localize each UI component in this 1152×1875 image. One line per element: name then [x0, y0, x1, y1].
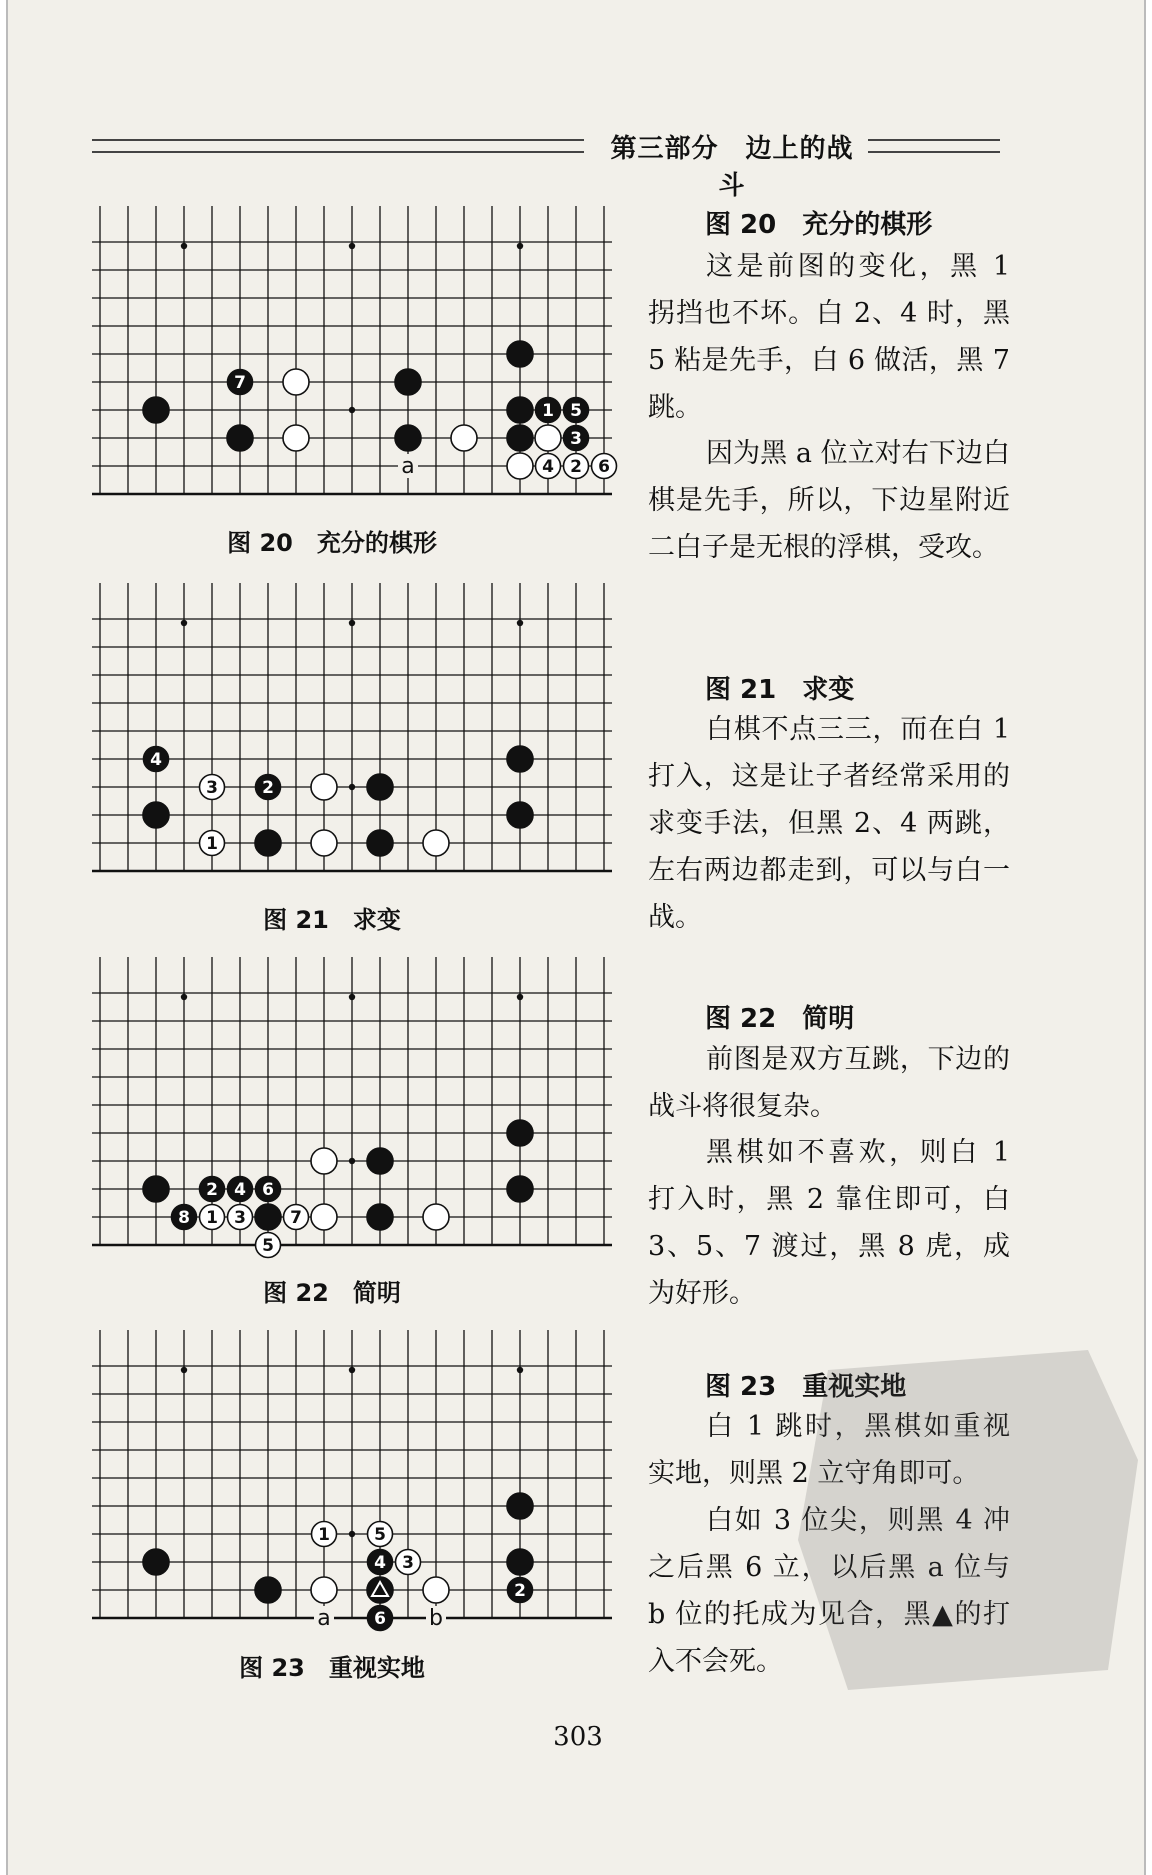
white-stone — [423, 1204, 449, 1230]
star-point — [181, 620, 187, 626]
black-stone — [256, 1177, 281, 1202]
black-stone — [367, 1204, 393, 1230]
star-point — [349, 243, 355, 249]
paragraph: 前图是双方互跳，下边的战斗将很复杂。 — [648, 1044, 1010, 1122]
board-letter-mark: a — [401, 454, 415, 479]
star-point — [349, 784, 355, 790]
white-stone — [200, 831, 225, 856]
stone-move-number: 2 — [262, 778, 274, 798]
board-grid — [92, 583, 612, 871]
stone-move-number: 3 — [402, 1553, 414, 1573]
black-stone — [143, 397, 169, 423]
black-stone — [227, 425, 253, 451]
star-point — [181, 1367, 187, 1373]
figure-22-caption: 图 22 简明 — [263, 1279, 401, 1307]
black-stone — [256, 775, 281, 800]
white-stone — [228, 1205, 253, 1230]
stone-move-number: 6 — [262, 1180, 274, 1200]
black-stone — [367, 1148, 393, 1174]
paragraph: 黑棋如不喜欢，则白 1 打入时，黑 2 靠住即可，白 3、5、7 渡过，黑 8 虎，成为好形。 — [648, 1137, 1010, 1309]
white-stone — [283, 425, 309, 451]
white-stone — [368, 1522, 393, 1547]
white-stone — [311, 1577, 337, 1603]
white-stone — [507, 453, 533, 479]
board-letter-mark: b — [429, 1606, 443, 1631]
black-stone — [507, 1176, 533, 1202]
star-point — [517, 620, 523, 626]
white-stone — [256, 1233, 281, 1258]
section-title-figure-23: 图 23 重视实地 — [705, 1372, 907, 1402]
go-board-figure-22 — [92, 957, 612, 1269]
go-board-figure-23 — [92, 1330, 612, 1642]
book-page — [6, 0, 1146, 1875]
black-stone — [395, 425, 421, 451]
white-stone — [311, 1204, 337, 1230]
black-stone — [143, 802, 169, 828]
black-stone — [143, 1549, 169, 1575]
white-stone — [311, 774, 337, 800]
star-point — [349, 1367, 355, 1373]
stone-move-number: 6 — [598, 457, 610, 477]
black-stone — [144, 747, 169, 772]
stone-move-number: 1 — [206, 834, 218, 854]
star-point — [181, 243, 187, 249]
star-point — [517, 243, 523, 249]
star-point — [181, 994, 187, 1000]
white-stone — [451, 425, 477, 451]
black-stone — [395, 369, 421, 395]
paragraph: 因为黑 a 位立对右下边白棋是先手，所以，下边星附近二白子是无根的浮棋，受攻。 — [648, 438, 1010, 563]
black-stone — [200, 1177, 225, 1202]
white-stone — [200, 1205, 225, 1230]
board-letter-mark: a — [317, 1606, 331, 1631]
black-stone — [507, 1120, 533, 1146]
black-stone — [255, 1204, 281, 1230]
stone-move-number: 4 — [542, 457, 554, 477]
stone-move-number: 1 — [542, 401, 554, 421]
star-point — [349, 620, 355, 626]
white-stone — [592, 454, 617, 479]
section-title-figure-20: 图 20 充分的棋形 — [705, 210, 933, 240]
black-stone — [367, 830, 393, 856]
white-stone — [311, 830, 337, 856]
star-point — [349, 1158, 355, 1164]
figure-20-caption: 图 20 充分的棋形 — [227, 529, 437, 557]
black-stone — [507, 1493, 533, 1519]
header-title: 第三部分 边上的战斗 — [610, 134, 854, 201]
stone-move-number: 5 — [262, 1236, 274, 1256]
stone-move-number: 3 — [570, 429, 582, 449]
stone-move-number: 2 — [570, 457, 582, 477]
section-title-figure-22: 图 22 简明 — [705, 1004, 855, 1034]
white-stone — [535, 425, 561, 451]
stone-move-number: 1 — [318, 1525, 330, 1545]
star-point — [349, 1531, 355, 1537]
header-rule-right — [868, 139, 1000, 153]
white-stone — [312, 1522, 337, 1547]
black-stone — [368, 1550, 393, 1575]
board-grid — [92, 957, 612, 1245]
black-stone — [255, 1577, 281, 1603]
white-stone — [283, 369, 309, 395]
star-point — [349, 994, 355, 1000]
stone-move-number: 5 — [374, 1525, 386, 1545]
black-stone — [172, 1205, 197, 1230]
paragraph: 白 1 跳时，黑棋如重视实地，则黑 2 立守角即可。 — [648, 1411, 1010, 1489]
black-stone — [564, 426, 589, 451]
black-stone — [228, 370, 253, 395]
black-stone — [228, 1177, 253, 1202]
black-stone — [368, 1606, 393, 1631]
paragraph: 这是前图的变化，黑 1 拐挡也不坏。白 2、4 时，黑 5 粘是先手，白 6 做活，黑 7 跳。 — [648, 251, 1010, 423]
stone-move-number: 1 — [206, 1208, 218, 1228]
stone-move-number: 7 — [290, 1208, 302, 1228]
black-stone — [564, 398, 589, 423]
white-stone — [564, 454, 589, 479]
black-stone — [143, 1176, 169, 1202]
stone-move-number: 8 — [178, 1208, 190, 1228]
stone-move-number: 5 — [570, 401, 582, 421]
black-stone — [507, 341, 533, 367]
black-stone — [507, 1549, 533, 1575]
black-stone — [536, 398, 561, 423]
white-stone — [284, 1205, 309, 1230]
stone-move-number: 2 — [206, 1180, 218, 1200]
star-point — [517, 994, 523, 1000]
figure-23-caption: 图 23 重视实地 — [239, 1654, 425, 1682]
paragraph: 白如 3 位尖，则黑 4 冲之后黑 6 立，以后黑 a 位与 b 位的托成为见合，黑▲的打入不会死。 — [648, 1505, 1010, 1677]
stone-move-number: 4 — [234, 1180, 246, 1200]
figure-21-caption: 图 21 求变 — [263, 906, 401, 934]
go-board-figure-21 — [92, 583, 612, 895]
black-stone — [507, 746, 533, 772]
white-stone — [423, 1577, 449, 1603]
stone-move-number: 2 — [514, 1581, 526, 1601]
white-stone — [423, 830, 449, 856]
black-stone — [508, 1578, 533, 1603]
white-stone — [311, 1148, 337, 1174]
black-stone — [367, 774, 393, 800]
stone-move-number: 3 — [234, 1208, 246, 1228]
stone-move-number: 4 — [150, 750, 162, 770]
black-stone — [367, 1577, 393, 1603]
star-point — [349, 407, 355, 413]
section-title-figure-21: 图 21 求变 — [705, 675, 855, 705]
white-stone — [200, 775, 225, 800]
header-rule-left — [92, 139, 584, 153]
paragraph: 白棋不点三三，而在白 1 打入，这是让子者经常采用的求变手法，但黑 2、4 两跳，左右两边都走到，可以与白一战。 — [648, 714, 1010, 933]
stone-move-number: 3 — [206, 778, 218, 798]
black-stone — [255, 830, 281, 856]
star-point — [517, 1367, 523, 1373]
stone-move-number: 4 — [374, 1553, 386, 1573]
stone-move-number: 6 — [374, 1609, 386, 1629]
page-number: 303 — [553, 1722, 603, 1752]
black-stone — [507, 425, 533, 451]
stone-move-number: 7 — [234, 373, 246, 393]
go-board-figure-20 — [92, 206, 612, 518]
white-stone — [536, 454, 561, 479]
black-stone — [507, 397, 533, 423]
black-stone — [507, 802, 533, 828]
white-stone — [396, 1550, 421, 1575]
